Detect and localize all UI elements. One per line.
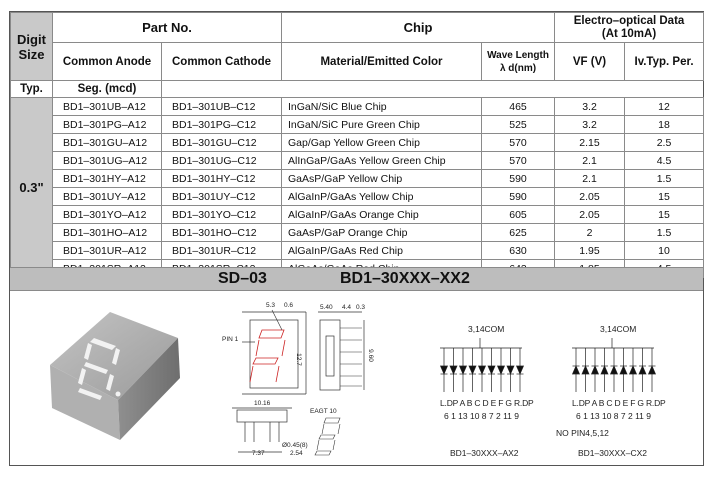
iv-header: Iv.Typ. Per. (625, 43, 704, 81)
wavelength-title: Wave Length (487, 49, 549, 61)
iv-value: 15 (625, 188, 704, 206)
digit-size-value: 0.3" (11, 98, 53, 278)
electro-optical-title: Electro–optical Data (573, 14, 685, 27)
chip-material: GaAsP/GaP Yellow Chip (282, 170, 482, 188)
anode-part: BD1–301UY–A12 (53, 188, 162, 206)
diode-symbol (611, 366, 618, 374)
iv-value: 12 (625, 98, 704, 116)
diode-symbol (639, 366, 646, 374)
electro-optical-header (555, 13, 704, 43)
vf-value: 2 (555, 224, 625, 242)
electro-optical-subtitle: (At 10mA) (601, 27, 657, 40)
dim-label: 2.54 (290, 450, 303, 457)
common-anode-header: Common Anode (53, 43, 162, 81)
wavelength-value: 630 (482, 242, 555, 260)
iv-value: 15 (625, 206, 704, 224)
vf-value: 2.15 (555, 134, 625, 152)
diode-symbol (592, 366, 599, 374)
material-header: Material/Emitted Color (282, 43, 482, 81)
cathode-part: BD1–301UY–C12 (162, 188, 282, 206)
drawings-svg (10, 290, 703, 465)
cathode-pin-letters: L.DP A B C D E F G R.DP (572, 398, 666, 408)
dim-label: 5.3 (266, 302, 276, 309)
chip-material: AlInGaP/GaAs Yellow Green Chip (282, 152, 482, 170)
table-row (11, 242, 704, 260)
vf-value: 1.95 (555, 242, 625, 260)
anode-schematic (440, 338, 524, 392)
chip-material: AlGaInP/GaAs Orange Chip (282, 206, 482, 224)
anode-part: BD1–301UB–A12 (53, 98, 162, 116)
datasheet (9, 11, 704, 466)
vf-value: 2.05 (555, 188, 625, 206)
cathode-part: BD1–301UB–C12 (162, 98, 282, 116)
diode-symbol (441, 366, 448, 374)
diode-symbol (479, 366, 486, 374)
cathode-part: BD1–301HY–C12 (162, 170, 282, 188)
dim-label: 7.37 (252, 450, 265, 457)
cathode-part: BD1–301UR–C12 (162, 242, 282, 260)
diode-symbol (498, 366, 505, 374)
diode-symbol (469, 366, 476, 374)
anode-caption: BD1–30XXX–AX2 (450, 448, 519, 458)
anode-part: BD1–301YO–A12 (53, 206, 162, 224)
chip-material: GaAsP/GaP Orange Chip (282, 224, 482, 242)
anode-part: BD1–301GU–A12 (53, 134, 162, 152)
dim-label: Ø0.45(8) (282, 442, 308, 449)
cathode-schematic (572, 338, 656, 392)
table-row (11, 224, 704, 242)
table-row (11, 152, 704, 170)
diode-symbol (488, 366, 495, 374)
diode-symbol (460, 366, 467, 374)
diode-symbol (517, 366, 524, 374)
diode-symbol (630, 366, 637, 374)
dim-label: EAGT 10 (310, 408, 337, 415)
model-name: SD–03 (218, 270, 267, 287)
chip-material: InGaN/SiC Blue Chip (282, 98, 482, 116)
diode-symbol (507, 366, 514, 374)
iv-value: 1.5 (625, 170, 704, 188)
wavelength-value: 590 (482, 188, 555, 206)
drawings-area (10, 290, 703, 465)
diode-symbol (649, 366, 656, 374)
chip-material: AlGaInP/GaAs Yellow Chip (282, 188, 482, 206)
dim-label: 9.60 (366, 349, 374, 362)
no-pin-note: NO PIN4,5,12 (556, 428, 609, 438)
cathode-caption: BD1–30XXX–CX2 (578, 448, 647, 458)
common-cathode-header: Common Cathode (162, 43, 282, 81)
model-bar (10, 267, 703, 291)
vf-value: 3.2 (555, 116, 625, 134)
table-row (11, 134, 704, 152)
cathode-part: BD1–301YO–C12 (162, 206, 282, 224)
iv-value: 2.5 (625, 134, 704, 152)
iv-value: 4.5 (625, 152, 704, 170)
wavelength-value: 625 (482, 224, 555, 242)
cathode-part: BD1–301GU–C12 (162, 134, 282, 152)
table-row (11, 206, 704, 224)
chip-material: Gap/Gap Yellow Green Chip (282, 134, 482, 152)
anode-pin-letters: L.DP A B C D E F G R.DP (440, 398, 534, 408)
anode-pin-numbers: 6 1 13 10 8 7 2 11 9 (444, 411, 519, 421)
part-pattern: BD1–30XXX–XX2 (340, 270, 470, 287)
spec-table (10, 12, 704, 278)
chip-material: InGaN/SiC Pure Green Chip (282, 116, 482, 134)
digit-size-header: Digit Size (11, 13, 53, 81)
wavelength-unit: λ d(nm) (499, 62, 537, 74)
anode-part: BD1–301UR–A12 (53, 242, 162, 260)
vf-sub-header: Typ. (11, 81, 53, 98)
wavelength-value: 590 (482, 170, 555, 188)
cathode-part: BD1–301HO–C12 (162, 224, 282, 242)
dim-label: 10.16 (254, 400, 271, 407)
anode-part: BD1–301UG–A12 (53, 152, 162, 170)
table-row (11, 98, 704, 116)
dim-label: 4.4 (342, 304, 352, 311)
wavelength-value: 570 (482, 152, 555, 170)
cathode-part: BD1–301UG–C12 (162, 152, 282, 170)
table-row (11, 188, 704, 206)
dim-label: 0.6 (284, 302, 294, 309)
wavelength-value: 605 (482, 206, 555, 224)
mechanical-drawing (232, 310, 364, 455)
vf-value: 2.1 (555, 152, 625, 170)
wavelength-value: 570 (482, 134, 555, 152)
wavelength-value: 525 (482, 116, 555, 134)
iv-value: 1.5 (625, 224, 704, 242)
diode-symbol (582, 366, 589, 374)
diode-symbol (573, 366, 580, 374)
iv-value: 18 (625, 116, 704, 134)
display-photo (50, 312, 180, 440)
anode-com-label: 3,14COM (468, 324, 505, 334)
chip-header: Chip (282, 13, 555, 43)
vf-value: 2.05 (555, 206, 625, 224)
vf-value: 2.1 (555, 170, 625, 188)
iv-value: 10 (625, 242, 704, 260)
part-no-header: Part No. (53, 13, 282, 43)
dim-label: 0.3 (356, 304, 366, 311)
dim-label: 5.40 (320, 304, 333, 311)
iv-sub-header: Seg. (mcd) (53, 81, 162, 98)
chip-material: AlGaInP/GaAs Red Chip (282, 242, 482, 260)
anode-part: BD1–301HO–A12 (53, 224, 162, 242)
table-row (11, 170, 704, 188)
diode-symbol (601, 366, 608, 374)
cathode-com-label: 3,14COM (600, 324, 637, 334)
cathode-pin-numbers: 6 1 13 10 8 7 2 11 9 (576, 411, 651, 421)
wavelength-value: 465 (482, 98, 555, 116)
vf-value: 3.2 (555, 98, 625, 116)
anode-part: BD1–301PG–A12 (53, 116, 162, 134)
vf-header: VF (V) (555, 43, 625, 81)
table-row (11, 116, 704, 134)
diode-symbol (450, 366, 457, 374)
wavelength-header (482, 43, 555, 81)
dim-label: PIN 1 (222, 336, 239, 343)
diode-symbol (620, 366, 627, 374)
dim-label: 12.7 (294, 353, 302, 366)
anode-part: BD1–301HY–A12 (53, 170, 162, 188)
cathode-part: BD1–301PG–C12 (162, 116, 282, 134)
